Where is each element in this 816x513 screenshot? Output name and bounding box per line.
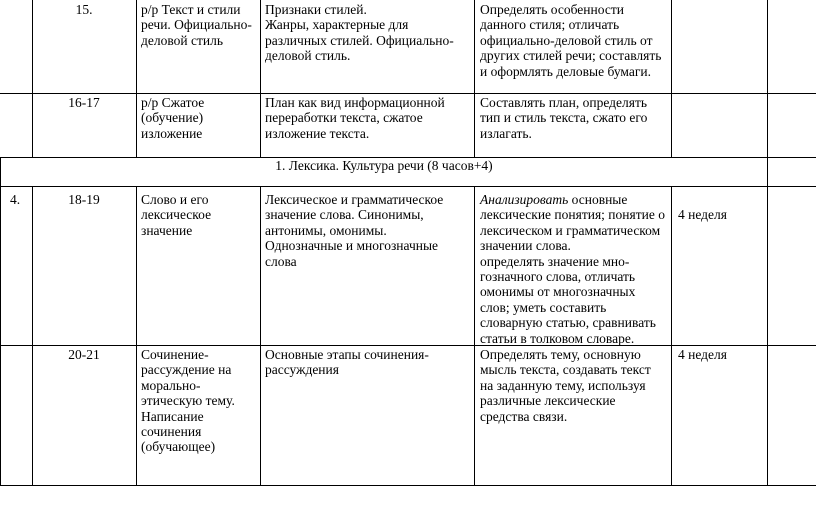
lesson-content: Основные этапы сочинения- рассуждения	[265, 347, 429, 378]
row-divider	[0, 485, 816, 486]
column-divider	[474, 0, 475, 157]
lesson-topic: р/р Сжатое (обучение) изложение	[141, 95, 205, 141]
lesson-number: 20-21	[68, 347, 100, 362]
lesson-content: План как вид информационной переработки текста, сжатое изложение текста.	[265, 95, 445, 141]
lesson-number: 16-17	[68, 95, 100, 110]
activity-lead-verb: Анализировать	[480, 192, 569, 207]
lesson-activity: Определять особенности данного стиля; отличать официально-деловой стиль от других стилей речи; составлять и оформлять деловые бумаги.	[480, 2, 662, 79]
section-heading: 1. Лексика. Культура речи (8 часов+4)	[275, 158, 493, 173]
activity-text: основные лексические понятия; понятие о лексическом и грамматическом значении слова. определять значение мно- гозначного слова, отличать омонимы от многозначных слов; уметь составить словарную статью, сравнивать статьи в толковом словаре.	[480, 192, 665, 346]
column-divider	[671, 186, 672, 485]
lesson-topic: Сочинение- рассуждение на морально- этическую тему. Написание сочинения (обучающее)	[141, 347, 235, 455]
lesson-number: 15.	[75, 2, 93, 17]
row-divider	[0, 345, 816, 346]
column-divider	[260, 0, 261, 157]
lesson-activity	[480, 192, 670, 346]
column-divider	[671, 0, 672, 157]
lesson-content: Лексическое и грамматическое значение слова. Синонимы, антонимы, омонимы. Однозначные и многозначные слова	[265, 192, 444, 269]
column-divider	[767, 0, 768, 157]
column-divider	[136, 0, 137, 157]
column-divider	[0, 186, 1, 485]
lesson-term: 4 неделя	[678, 347, 727, 362]
column-divider	[767, 186, 768, 485]
column-divider	[32, 186, 33, 485]
lesson-activity: Определять тему, основную мысль текста, создавать текст на заданную тему, используя различные лексические средства связи.	[480, 347, 651, 424]
section-number: 4.	[10, 192, 21, 207]
row-divider	[0, 93, 816, 94]
column-divider	[136, 186, 137, 485]
lesson-topic: Слово и его лексическое значение	[141, 192, 212, 238]
column-divider	[260, 186, 261, 485]
row-divider	[0, 186, 816, 187]
lesson-activity: Составлять план, определять тип и стиль текста, сжато его излагать.	[480, 95, 648, 141]
column-divider	[767, 157, 768, 186]
column-divider	[32, 0, 33, 157]
column-divider	[474, 186, 475, 485]
lesson-content: Признаки стилей. Жанры, характерные для различных стилей. Официально- деловой стиль.	[265, 2, 454, 64]
lesson-number: 18-19	[68, 192, 100, 207]
lesson-term: 4 неделя	[678, 207, 727, 222]
lesson-topic: р/р Текст и стили речи. Официально- деловой стиль	[141, 2, 252, 48]
